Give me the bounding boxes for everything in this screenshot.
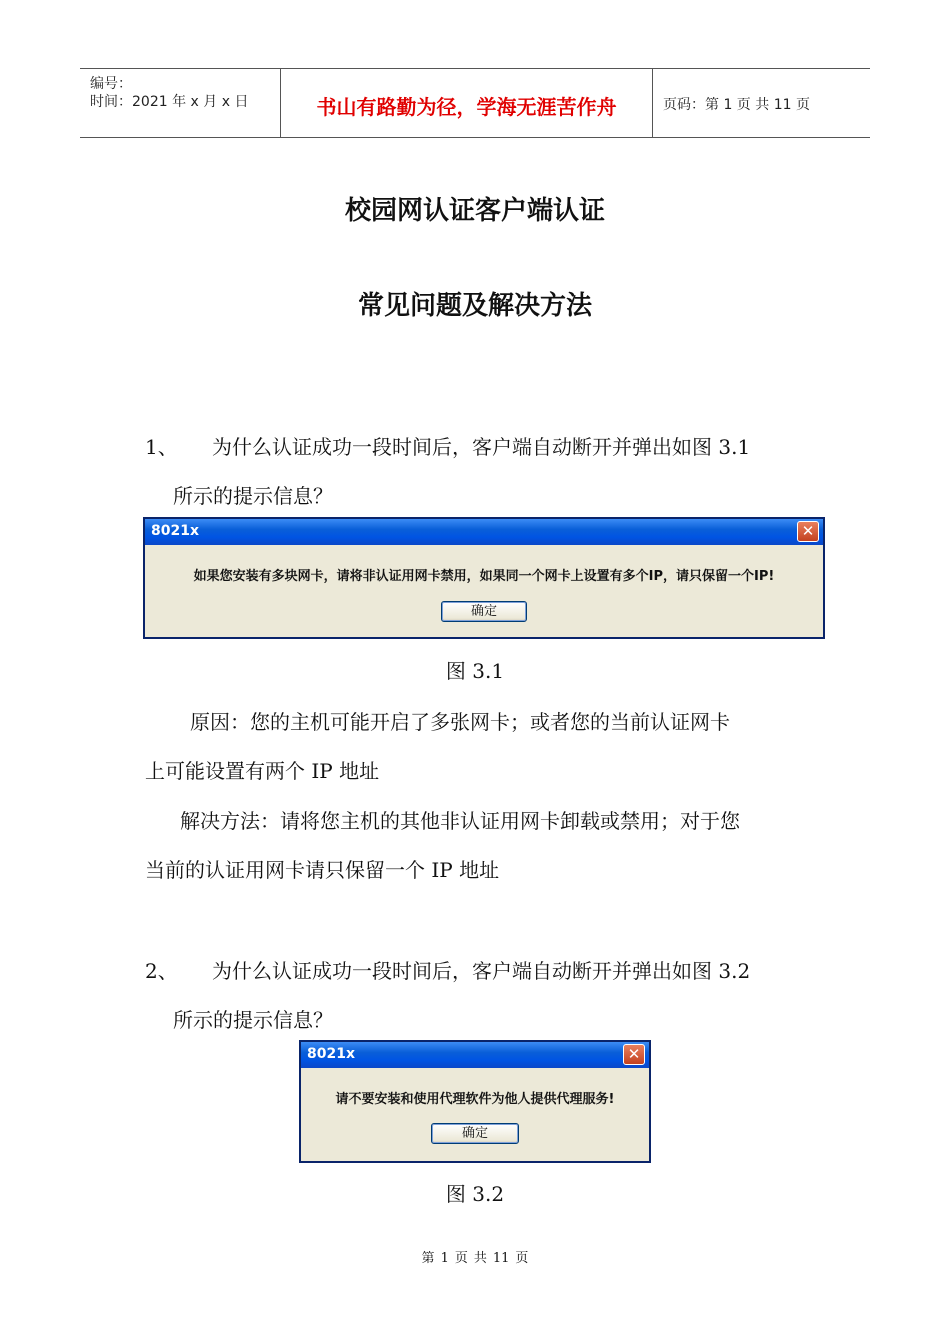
ok-button[interactable]: 确定 (431, 1123, 519, 1144)
dialog-message: 如果您安装有多块网卡，请将非认证用网卡禁用，如果同一个网卡上设置有多个IP，请只保留一个IP! (193, 569, 775, 584)
footer-total: 11 (492, 1251, 510, 1266)
header-right-cell (653, 69, 870, 137)
header-left-cell (80, 69, 281, 137)
reason-1-line1: 原因：您的主机可能开启了多张网卡；或者您的当前认证网卡 (190, 710, 730, 734)
solution-1-line1: 解决方法：请将您主机的其他非认证用网卡卸载或禁用；对于您 (180, 809, 740, 833)
close-icon[interactable]: ✕ (623, 1044, 645, 1065)
footer-ye2: 页 (515, 1251, 529, 1266)
dialog-message: 请不要安装和使用代理软件为他人提供代理服务! (335, 1092, 615, 1107)
dialog-8021x-multiple-nic (143, 517, 825, 639)
dialog-title: 8021x (151, 523, 199, 539)
header-motto: 书山有路勤为径，学海无涯苦作舟 (316, 95, 617, 119)
question-2-number: 2、 (145, 959, 178, 983)
solution-1-line2: 当前的认证用网卡请只保留一个 IP 地址 (145, 858, 500, 882)
dialog-titlebar (145, 519, 823, 545)
question-1-line2: 所示的提示信息？ (173, 484, 333, 508)
dialog-titlebar (301, 1042, 649, 1068)
document-subtitle: 常见问题及解决方法 (357, 291, 592, 321)
footer-ye: 页 (454, 1251, 468, 1266)
serial-label: 编号： (90, 76, 132, 92)
dialog-8021x-proxy-warning (299, 1040, 651, 1163)
figure-caption-3-2: 图 3.2 (445, 1182, 505, 1206)
page-number-label: 页码：第 1 页 共 11 页 (663, 97, 810, 113)
page-header (80, 68, 870, 138)
document-title: 校园网认证客户端认证 (344, 196, 605, 226)
reason-1-line2: 上可能设置有两个 IP 地址 (145, 759, 380, 783)
date-label: 时间：2021 年 x 月 x 日 (90, 94, 249, 110)
ok-button[interactable]: 确定 (441, 601, 527, 622)
figure-caption-3-1: 图 3.1 (445, 659, 505, 683)
question-1-line1: 为什么认证成功一段时间后，客户端自动断开并弹出如图 3.1 (212, 435, 751, 459)
question-2-line1: 为什么认证成功一段时间后，客户端自动断开并弹出如图 3.2 (212, 959, 751, 983)
question-2-line2: 所示的提示信息？ (173, 1008, 333, 1032)
close-icon[interactable]: ✕ (797, 521, 819, 542)
header-center-cell (281, 69, 653, 137)
dialog-title: 8021x (307, 1046, 355, 1062)
question-1-number: 1、 (145, 435, 178, 459)
footer-page: 1 (440, 1251, 449, 1266)
page-footer (0, 1247, 950, 1266)
footer-di: 第 (421, 1251, 435, 1266)
footer-gong: 共 (473, 1251, 487, 1266)
